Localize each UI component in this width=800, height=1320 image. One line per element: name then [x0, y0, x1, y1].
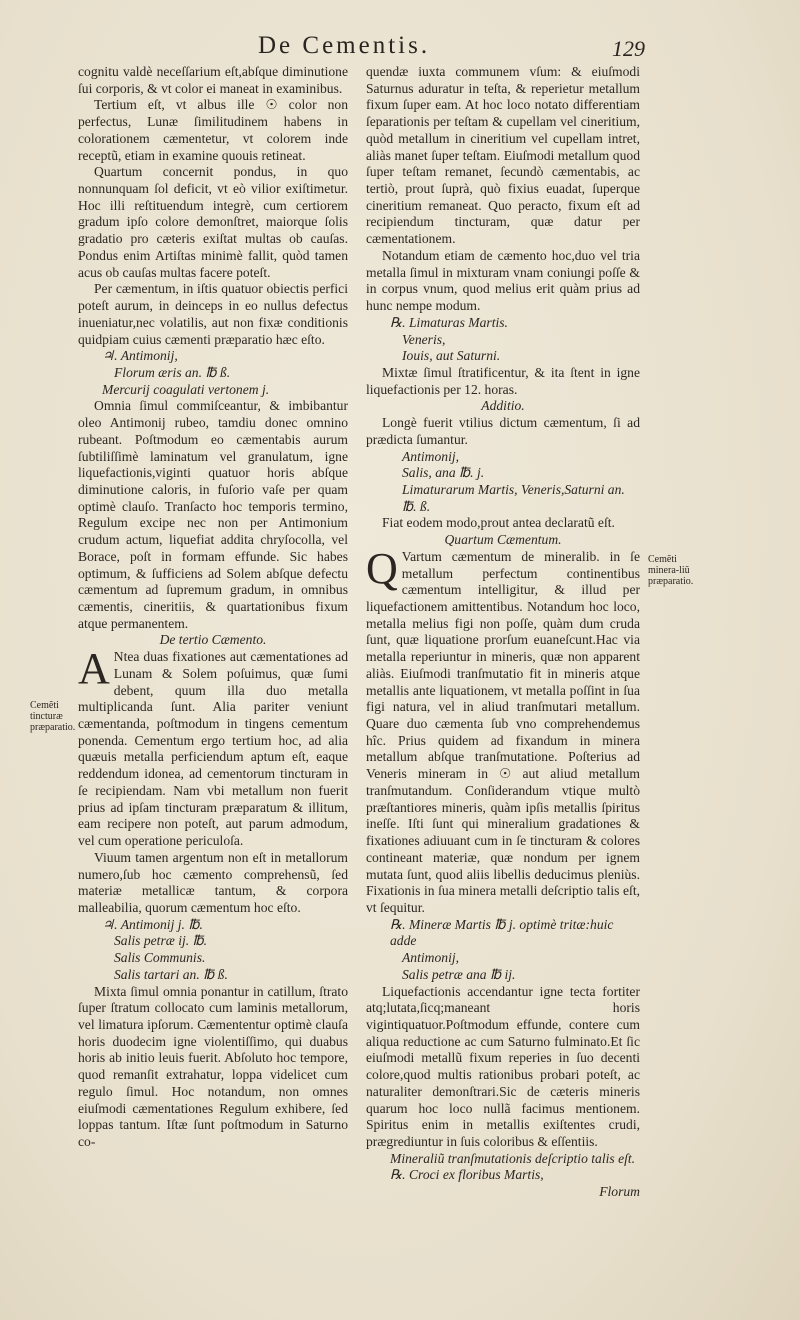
paragraph: Viuum tamen argentum non eſt in metallorum numero,ſub hoc cæmento comprehensũ, ſed materiæ metallicæ tantum, & corpora malleabilia, quorum cæmentum hoc eſto. — [78, 849, 348, 915]
paragraph: Omnia ſimul commiſceantur, & imbibantur oleo Antimonij rubeo, tamdiu donec omnino rubeant. Poſtmodum eo cæmentabis aurum ſubtiliſſimè laminatum vel granulatum, igne liquefactionis,viginti quatuor horis abſque diminutione caloris, in fuſorio vaſe per quam optimè clauſo. Tranſacto hoc temporis termino, Regulum excipe nec non per Antimonium crudum actum, liquefiat addita chryſocolla, vel Borace, poſt in formam effunde. Sic habes optimum, & ſufficiens ad Solem abſque defectu cæmentum ad ſupremum gradum, in omnibus cæmentis, cineritiis, & quartationibus fixum atque permanentem. — [78, 398, 348, 631]
page-number: 129 — [612, 36, 645, 61]
recipe-line: Antimonij, — [402, 448, 460, 464]
paragraph: quendæ iuxta communem vſum: & eiuſmodi Saturnus aduratur in teſta, & reperietur metallum fixum ſuper eam. At hoc loco notato differentiam ſeparationis per teſtam & cupellam vel cineritium, quòd metallum in cineritium vel cupellam intret, aliàs manet ſuper teſtam. Eiuſmodi metallum quod ſuper teſtam remanet, ſecundò cæmentabis, ac tertiò, prout ſuprà, quò fixius euadat, ſuperque cineritium remaneat. Quo peracto, fixum eſt ad recipiendum tincturam, quæ datur per cæmentationem. — [366, 64, 640, 247]
recipe-line: ♃. Antimonij j. ℔. — [102, 916, 203, 932]
recipe-line: Limaturarum Martis, Veneris,Saturni an. — [402, 481, 625, 497]
recipe-line: Iouis, aut Saturni. — [402, 348, 501, 364]
left-column — [78, 64, 348, 1151]
paragraph: Mixta ſimul omnia ponantur in catillum, ſtrato ſuper ſtratum collocato cum laminis metallorum, vel limatura ipſorum. Cæmententur optimè clauſa horis duodecim igne violentiſſimo, qui duabus horis ab initio leuis fuerit. Abſoluto hoc tempore, quod remanſit extrahatur, loppa videlicet cum regulo ſimul. Hoc notandum, non omnes eiuſmodi cæmentationes Regulum exhibere, ſed loppas tantum. Iſtæ ſunt poſtmodum in Saturno co- — [78, 983, 348, 1149]
paragraph: Longè fuerit vtilius dictum cæmentum, ſi ad prædicta ſumantur. — [366, 415, 640, 447]
recipe-line: Antimonij, — [402, 950, 460, 966]
paragraph: Mixtæ ſimul ſtratificentur, & ita ſtent in igne liquefactionis per 12. horas. — [366, 364, 640, 397]
recipe-line: ℔. ß. — [402, 498, 431, 514]
recipe-line: Veneris, — [402, 331, 446, 347]
recipe-line: Salis, ana ℔. j. — [402, 465, 485, 481]
recipe-line: Salis petræ ij. ℔. — [114, 933, 208, 949]
paragraph: Fiat eodem modo,prout antea declaratũ eſt. — [382, 515, 615, 531]
paragraph-text: Ntea duas fixationes aut cæmentationes ad Lunam & Solem poſuimus, quæ ſumi debent, quum illa duo metalla multiplicanda ſunt. Alia pariter veniunt cæmentanda, poſtmodum in tingens cementum ponenda. Cementum ergo tertium hoc, ad alia quæuis metalla perficiendum aptum eſt, eaque reddendum idonea, ad cementorum tincturam in ſe recipiendam. Nam vbi metallum non fuerit prius ad ipſam tincturam præparatum & illitum, eam recipere non poteſt, aut parum admodum, vel cum operatione periculoſa. — [78, 649, 348, 849]
paragraph-with-initial — [78, 644, 348, 850]
paragraph-with-initial — [366, 543, 640, 917]
section-heading: De tertio Cæmento. — [159, 632, 267, 648]
catchword: Florum — [599, 1184, 640, 1200]
paragraph: Notandum etiam de cæmento hoc,duo vel tria metalla ſimul in mixturam vnam coniungi poſſe & in corpus vnum, quod melius erit quàm prius ad hunc nempe modum. — [366, 247, 640, 314]
recipe-line: ℞. Mineræ Martis ℔ j. optimè tritæ:huic adde — [390, 916, 614, 949]
paragraph: cognitu valdè neceſſarium eſt,abſque diminutione ſui corporis, & vt color ei maneat in examinibus. — [78, 64, 348, 96]
recipe-line: ♃. Antimonij, — [102, 348, 178, 364]
recipe-line: Mineraliũ tranſmutationis deſcriptio talis eſt. — [390, 1150, 636, 1166]
recipe-line: Salis tartari an. ℔ ß. — [114, 966, 228, 982]
recipe-line: ℞. Limaturas Martis. — [390, 314, 508, 330]
paragraph-text: Vartum cæmentum de mineralib. in ſe metallum perfectum continentibus cæmentum intelligitur, & illud per liquefactionem amittentibus. Notandum hoc loco, metalla melius figi non poſſe, quàm dum cruda ſunt, quæ liquatione prorſum euaneſcunt.Hac via metalla reperiuntur in mineris, quæ non apparent aliàs. Eiuſmodi tranſmutatio fit in mineris atque metallis ante liquationem, vt metalla poſſint in ſua figi natura, vel in aliud tranſmutari metallum. Quare duo cæmenta ſub vno comprehendemus hîc. Prius quidem ad fixandum in minera metallum abſque tranſmutatione. Poſterius ad Veneris mineram in ☉ aut aliud metallum tranſmutandum. Conſiderandum vtique multò præſtantiores mineris, quàm ipſis metallis ſpiritus ineſſe. Iſti ſunt qui mineralium gradationes & fixationes adiuuant cum in ſe tincturam & colores contineant materiæ, quæ nondum per ignem mutata ſunt, quod aliis libellis deducimus pleniùs. Fixationis in ſua minera metalli deſcriptio talis eſt, vt ſequitur. — [366, 548, 640, 915]
recipe-line: Salis petræ ana ℔ ij. — [402, 966, 516, 982]
paragraph: Per cæmentum, in iſtis quatuor obiectis perfici poteſt aurum, in deinceps in eo nullus defectus inueniatur,nec volatilis, aut non fixæ conditionis quidpiam cuius cæmenti præparatio hæc eſto. — [78, 281, 348, 347]
paragraph: Quartum concernit pondus, in quo nonnunquam ſol deficit, vt eò vilior exiſtimetur. Hoc illi reſtituendum integrè, cum certiorem gradum ipſo colore demonſtret, maiorque ſolis gradatio pro cæteris exiſtat multas ob cauſas. Pondus enim Artiſtas minimè fallit, quòd tamen acus ob cauſas multas facere poteſt. — [78, 164, 348, 280]
recipe-line: ℞. Croci ex floribus Martis, — [390, 1167, 544, 1183]
right-column — [366, 64, 640, 1201]
paragraph: Tertium eſt, vt albus ille ☉ color non perfectus, Lunæ ſimilitudinem habens in colorationem cæmentetur, vt colorem inde receptũ, etiam in examine quouis retineat. — [78, 97, 348, 163]
drop-cap-initial: A — [78, 644, 110, 694]
running-head: De Cementis. — [258, 32, 431, 59]
margin-note-left: Cemẽti tincturæ præparatio. — [30, 700, 76, 733]
section-heading: Quartum Cæmentum. — [444, 532, 562, 548]
recipe-line: Mercurij coagulati vertonem j. — [102, 381, 270, 397]
section-heading: Additio. — [481, 398, 525, 414]
recipe-line: Salis Communis. — [114, 950, 206, 966]
paragraph: Liquefactionis accendantur igne tecta fortiter atq;lutata,ſicq;maneant horis vigintiquatuor.Poſtmodum effunde, contere cum aliqua reductione ac cum Saturno fulminato.Et ſic eiuſmodi metallũ fixum reperies in ſuo decenti colore,quod multis rationibus probari poteſt, ac naturaliter demonſtrari.Sic de cæteris mineris quarum hoc loco nullã facimus mentionem. Spiritus enim in metallis exiſtentes crudi, prægrediuntur in ſuis coloribus & eſſentiis. — [366, 983, 640, 1149]
page-header — [0, 30, 800, 64]
recipe-line: Florum æris an. ℔ ß. — [114, 364, 231, 380]
margin-note-right: Cemẽti minera-liũ præparatio. — [648, 554, 694, 587]
drop-cap-initial: Q — [366, 543, 398, 593]
